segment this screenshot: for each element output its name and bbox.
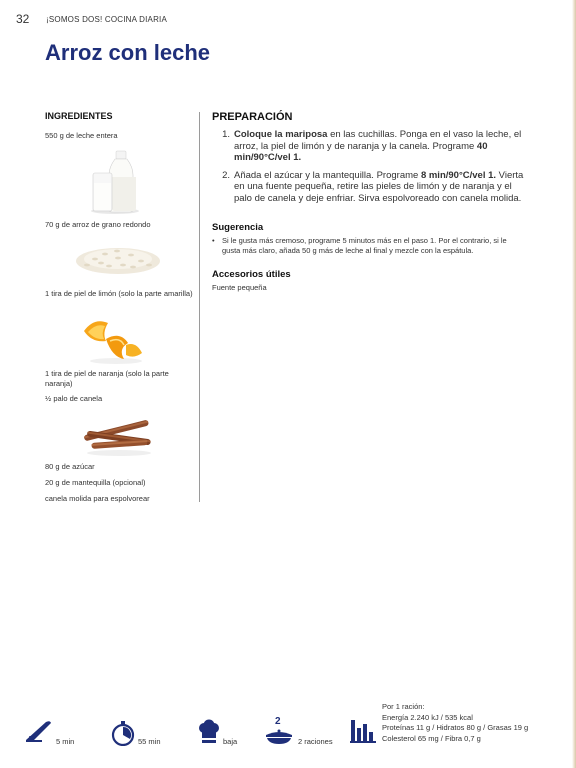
step-text [234,170,527,205]
ingredient-item: 1 tira de piel de limón (solo la parte amarilla) [45,289,193,298]
ingredients-heading: INGREDIENTES [45,111,113,121]
ingredient-item: 70 g de arroz de grano redondo [45,220,151,229]
step-program: 40 min/90°C/vel 1. [234,140,488,163]
ingredient-item: 20 g de mantequilla (opcional) [45,478,146,487]
servings-number: 2 [275,716,281,727]
accessories-heading: Accesorios útiles [212,269,291,280]
nutrition-info [382,702,528,744]
suggestion-text: Si le gusta más cremoso, programe 5 minutos más en el paso 1. Por el contrario, si le gusta más claro, añada 50 g más de leche al final y mezcle con la espátula. [222,236,507,255]
preparation-step [212,170,527,205]
servings: 2 raciones [298,737,333,746]
ingredient-item: 1 tira de piel de naranja (solo la parte naranja) [45,369,169,388]
column-divider [199,112,200,502]
ingredient-item: 550 g de leche entera [45,131,118,140]
timer-icon [111,720,135,746]
lemon-peel-image [80,315,152,365]
recipe-title: Arroz con leche [45,40,211,65]
step-number: 1. [222,129,230,140]
suggestion-heading: Sugerencia [212,222,264,233]
ingredient-item: canela molida para espolvorear [45,494,150,503]
nutrition-line: Colesterol 65 mg / Fibra 0,7 g [382,733,481,743]
nutrition-line: Proteínas 11 g / Hidratos 80 g / Grasas 19 g [382,723,529,732]
knife-icon [24,718,54,744]
step-text [234,129,527,164]
prep-time: 5 min [56,737,75,746]
rice-grains-image [73,239,163,277]
chef-hat-icon [198,719,220,745]
step-program: 8 min/90°C/vel 1. [420,169,497,181]
step-number: 2. [222,169,230,181]
step-text-part: en las cuchillas. Ponga en el vaso la leche, el arroz, la piel de limón y de naranja y la canela. Programe [234,129,522,152]
nutrition-line: Por 1 ración: [382,702,425,711]
accessories-text: Fuente pequeña [212,283,267,292]
suggestion-section [212,222,527,255]
preparation-steps [212,129,527,204]
accessories-section [212,269,527,293]
step-text-part: Vierta en una fuente pequeña, retire las pieles de limón y de naranja y el palo de canela y deje enfriar. Sirva espolvoreado con canela molida. [234,169,524,204]
step-text-part: Añada el azúcar y la mantequilla. Programe [234,169,421,181]
step-bold-text: Coloque la mariposa [234,129,328,140]
page-number: 32 [16,12,30,26]
serving-dish-icon [264,727,294,745]
preparation-column [212,111,527,293]
milk-bottle-and-glass-image [90,147,140,215]
difficulty: baja [223,737,238,746]
ingredients-column [45,111,197,503]
page-edge [572,0,576,768]
bullet-dot-icon: • [212,236,215,245]
book-title: ¡SOMOS DOS! COCINA DIARIA [46,15,168,24]
preparation-step [212,129,527,164]
total-time: 55 min [138,737,161,746]
preparation-heading: PREPARACIÓN [212,111,293,123]
suggestion-bullet [212,236,527,255]
ingredient-item: 80 g de azúcar [45,462,95,471]
nutrition-chart-icon [349,718,377,744]
cinnamon-sticks-image [81,417,157,457]
nutrition-line: Energía 2.240 kJ / 535 kcal [382,712,473,722]
ingredient-item: ½ palo de canela [45,394,103,403]
